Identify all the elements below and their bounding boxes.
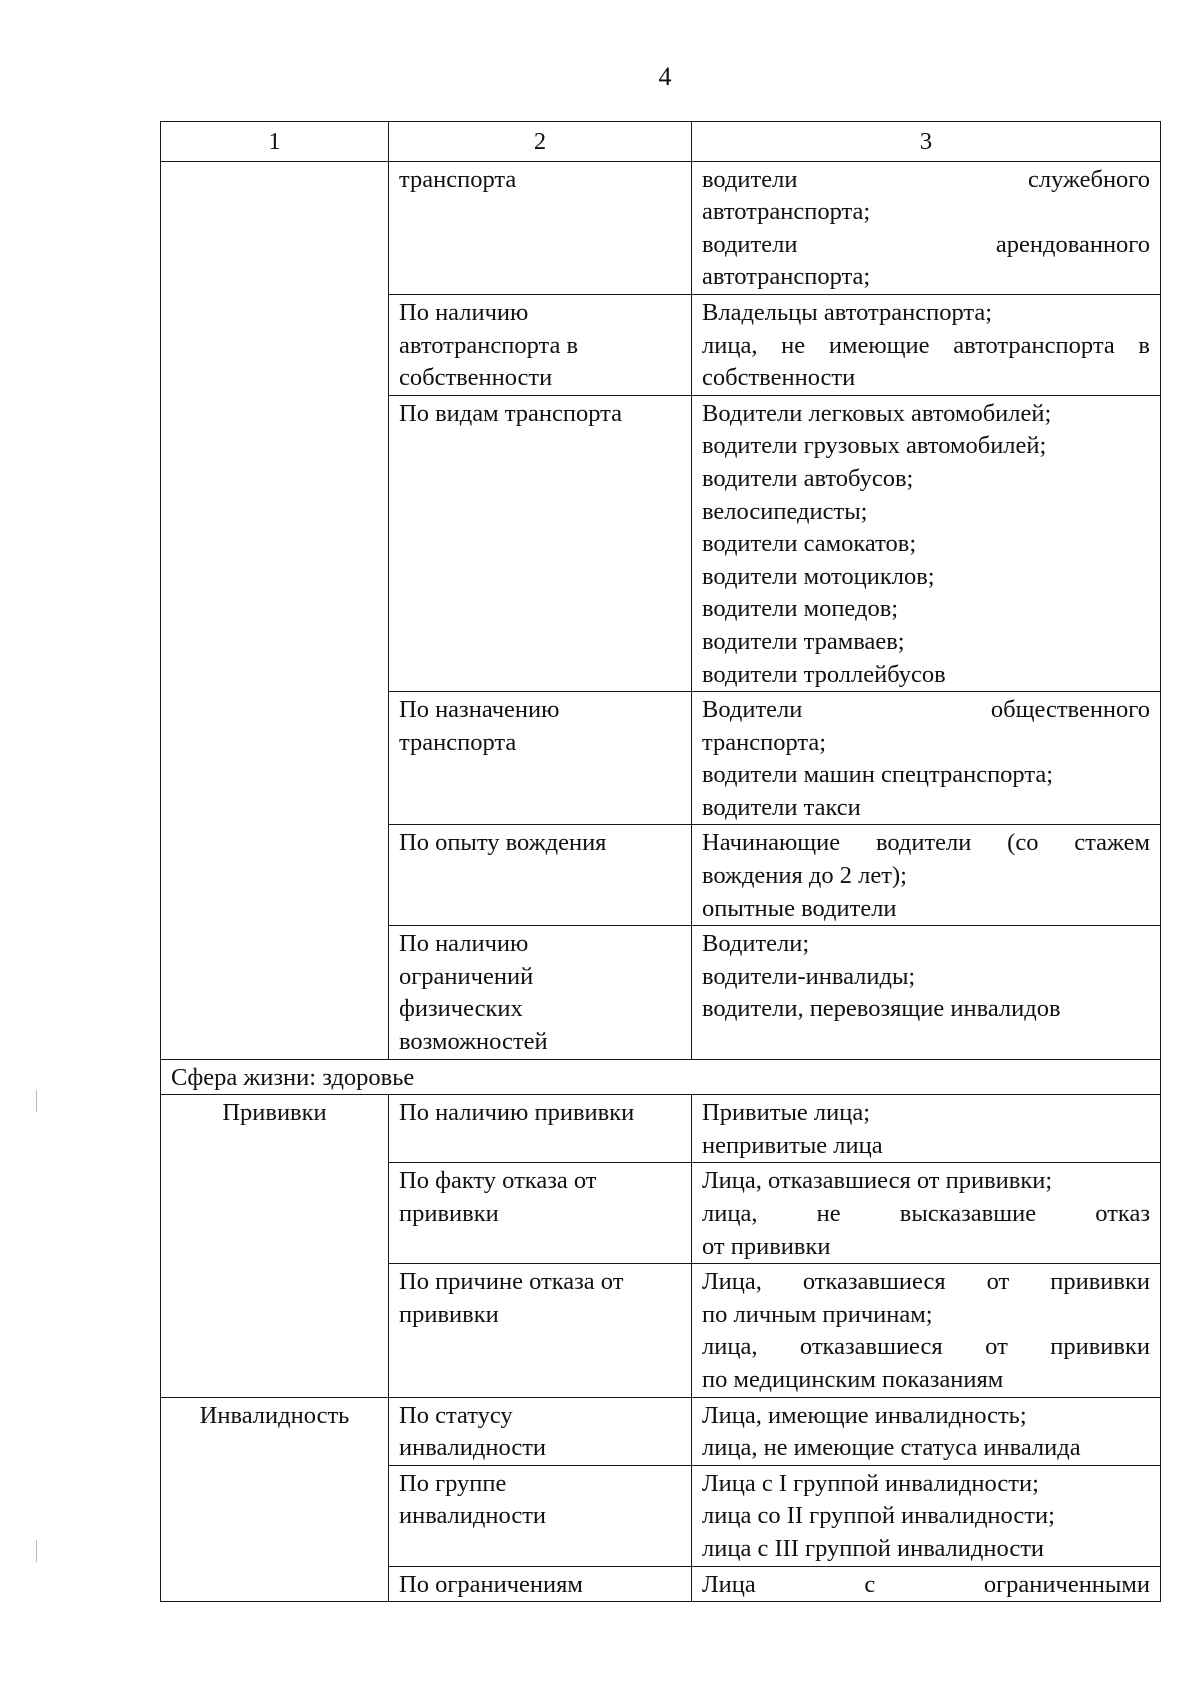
criterion-text: прививки bbox=[399, 1200, 499, 1227]
groups-cell bbox=[692, 294, 1161, 395]
criterion-cell bbox=[389, 1465, 692, 1566]
group-text: водители служебного bbox=[702, 165, 1150, 193]
criterion-text: По видам транспорта bbox=[399, 399, 623, 427]
group-text: водители машин спецтранспорта; bbox=[702, 761, 1054, 789]
groups-cell bbox=[692, 1465, 1161, 1566]
criterion-text: физических bbox=[399, 995, 523, 1023]
section-heading-cell: Сфера жизни: здоровье bbox=[161, 1059, 1161, 1095]
criterion-text: транспорта bbox=[399, 728, 517, 756]
group-text: водители-инвалиды; bbox=[702, 962, 916, 990]
group-text: лица со II группой инвалидности; bbox=[702, 1502, 1055, 1530]
group-text: непривитые лица bbox=[702, 1131, 883, 1159]
table-row bbox=[161, 1059, 1161, 1095]
group-text: Привитые лица; bbox=[702, 1099, 871, 1127]
criterion-text: собственности bbox=[399, 364, 553, 392]
groups-cell bbox=[692, 395, 1161, 691]
group-text: водители трамваев; bbox=[702, 627, 905, 655]
category-cell: Прививки bbox=[161, 1095, 389, 1397]
criterion-cell bbox=[389, 1095, 692, 1163]
group-text: Лица, отказавшиеся от прививки; bbox=[702, 1167, 1053, 1195]
group-text: лица, не высказавшие отказ bbox=[702, 1200, 1150, 1227]
group-text: лица, отказавшиеся от прививки bbox=[702, 1333, 1150, 1361]
group-text: водители, перевозящие инвалидов bbox=[702, 995, 1061, 1023]
group-text: опытные водители bbox=[702, 894, 897, 922]
group-text: водители троллейбусов bbox=[702, 660, 946, 688]
group-text: Лица, имеющие инвалидность; bbox=[702, 1401, 1027, 1429]
criterion-text: прививки bbox=[399, 1300, 499, 1328]
group-text: автотранспорта; bbox=[702, 198, 871, 226]
groups-cell bbox=[692, 926, 1161, 1059]
table-header-row bbox=[161, 122, 1161, 162]
criterion-text: По причине отказа от bbox=[399, 1268, 624, 1296]
group-text: по медицинским показаниям bbox=[702, 1365, 1004, 1393]
group-text: водители автобусов; bbox=[702, 464, 914, 492]
criterion-cell bbox=[389, 395, 692, 691]
group-text: Начинающие водители (со стажем bbox=[702, 829, 1150, 857]
group-text: транспорта; bbox=[702, 728, 827, 756]
criterion-text: По ограничениям bbox=[399, 1570, 583, 1598]
criterion-cell bbox=[389, 1397, 692, 1465]
classification-table bbox=[160, 121, 1161, 1602]
criterion-text: автотранспорта в bbox=[399, 331, 579, 359]
criterion-text: инвалидности bbox=[399, 1502, 547, 1530]
margin-mark bbox=[36, 1540, 37, 1562]
groups-cell bbox=[692, 1095, 1161, 1163]
criterion-cell bbox=[389, 161, 692, 294]
group-text: лица с III группой инвалидности bbox=[702, 1534, 1045, 1562]
criterion-cell bbox=[389, 926, 692, 1059]
group-text: автотранспорта; bbox=[702, 263, 871, 291]
groups-cell bbox=[692, 161, 1161, 294]
group-text: водители грузовых автомобилей; bbox=[702, 432, 1047, 460]
margin-mark bbox=[36, 1090, 37, 1112]
table-row bbox=[161, 1397, 1161, 1465]
table-row bbox=[161, 161, 1161, 294]
group-text: Водители легковых автомобилей; bbox=[702, 399, 1052, 427]
criterion-text: возможностей bbox=[399, 1028, 548, 1056]
groups-cell bbox=[692, 692, 1161, 825]
group-text: Водители; bbox=[702, 930, 810, 958]
group-text: водители мопедов; bbox=[702, 595, 899, 623]
group-text: водители такси bbox=[702, 793, 861, 821]
category-cell: Инвалидность bbox=[161, 1397, 389, 1602]
criterion-cell bbox=[389, 294, 692, 395]
groups-cell bbox=[692, 1397, 1161, 1465]
group-text: Владельцы автотранспорта; bbox=[702, 298, 993, 326]
column-header-3: 3 bbox=[692, 122, 1161, 162]
group-text: Лица с ограниченными bbox=[702, 1570, 1150, 1598]
group-text: Водители общественного bbox=[702, 696, 1150, 724]
criterion-text: ограничений bbox=[399, 962, 534, 990]
criterion-text: По назначению bbox=[399, 696, 560, 724]
page-number: 4 bbox=[658, 62, 672, 91]
category-cell bbox=[161, 161, 389, 1059]
table-body bbox=[161, 161, 1161, 1602]
criterion-text: инвалидности bbox=[399, 1434, 547, 1462]
group-text: собственности bbox=[702, 364, 856, 392]
criterion-cell bbox=[389, 1264, 692, 1397]
column-header-2: 2 bbox=[389, 122, 692, 162]
group-text: лица, не имеющие статуса инвалида bbox=[702, 1434, 1081, 1462]
groups-cell bbox=[692, 1163, 1161, 1264]
criterion-text: По группе bbox=[399, 1469, 507, 1497]
group-text: водители арендованного bbox=[702, 230, 1150, 258]
criterion-text: По наличию bbox=[399, 930, 529, 958]
criterion-cell bbox=[389, 1163, 692, 1264]
criterion-cell bbox=[389, 692, 692, 825]
groups-cell bbox=[692, 1566, 1161, 1602]
group-text: по личным причинам; bbox=[702, 1300, 933, 1328]
table-row bbox=[161, 1095, 1161, 1163]
group-text: водители мотоциклов; bbox=[702, 562, 935, 590]
criterion-text: транспорта bbox=[399, 165, 517, 193]
group-text: Лица с I группой инвалидности; bbox=[702, 1469, 1039, 1497]
criterion-text: По статусу bbox=[399, 1401, 513, 1429]
group-text: лица, не имеющие автотранспорта в bbox=[702, 331, 1150, 359]
criterion-cell bbox=[389, 1566, 692, 1602]
criterion-text: По наличию bbox=[399, 298, 529, 326]
group-text: велосипедисты; bbox=[702, 497, 868, 525]
group-text: водители самокатов; bbox=[702, 530, 917, 558]
criterion-text: По наличию прививки bbox=[399, 1099, 635, 1127]
group-text: вождения до 2 лет); bbox=[702, 862, 907, 890]
criterion-text: По опыту вождения bbox=[399, 829, 607, 857]
column-header-1: 1 bbox=[161, 122, 389, 162]
group-text: Лица, отказавшиеся от прививки bbox=[702, 1268, 1150, 1296]
groups-cell bbox=[692, 1264, 1161, 1397]
groups-cell bbox=[692, 825, 1161, 926]
criterion-text: По факту отказа от bbox=[399, 1167, 597, 1195]
group-text: от прививки bbox=[702, 1232, 831, 1260]
criterion-cell bbox=[389, 825, 692, 926]
